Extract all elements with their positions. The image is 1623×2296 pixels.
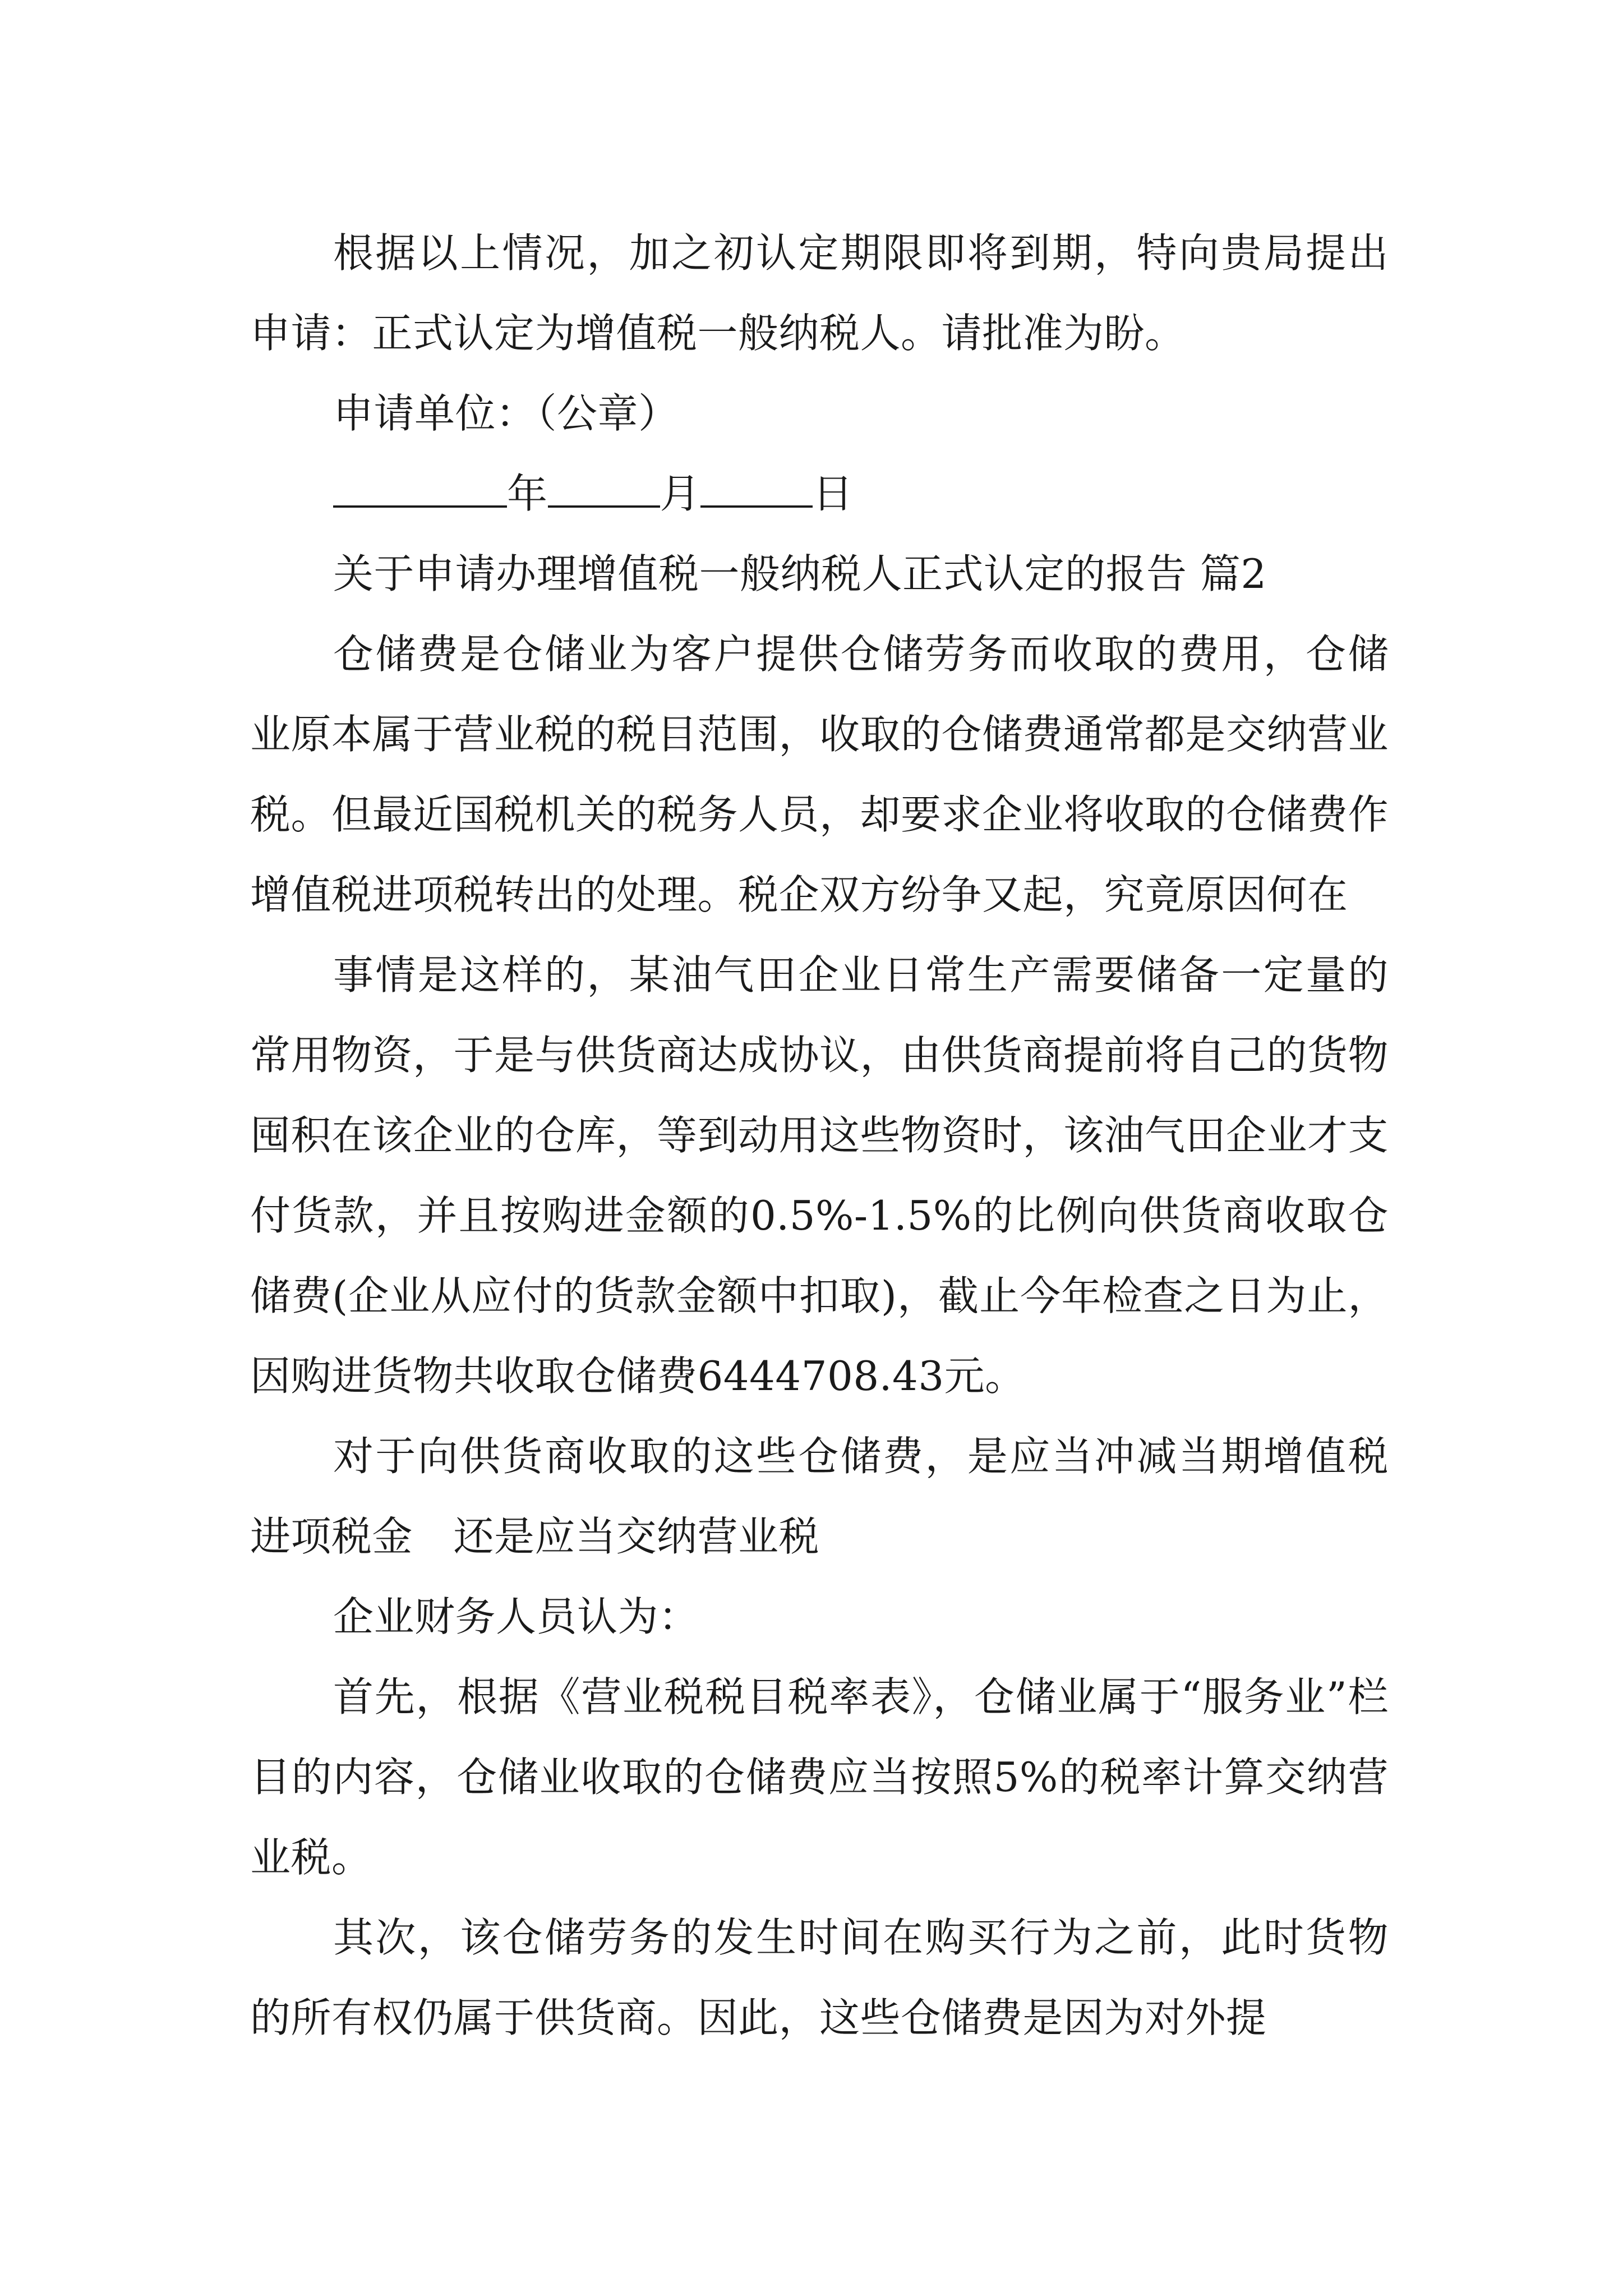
paragraph-storage-fee-intro: 仓储费是仓储业为客户提供仓储劳务而收取的费用，仓储业原本属于营业税的税目范围，收取的仓储费通常都是交纳营业税。但最近国税机关的税务人员，却要求企业将收取的仓储费作增值税进项税转出的处理。税企双方纷争又起，究竟原因何在	[250, 631, 1389, 918]
month-blank	[548, 467, 660, 508]
paragraph-applicant-seal: 申请单位：（公章）	[333, 390, 679, 437]
day-label: 日	[813, 470, 854, 517]
paragraph-question: 对于向供货商收取的这些仓储费，是应当冲减当期增值税进项税金 还是应当交纳营业税	[250, 1433, 1389, 1560]
document-content	[250, 213, 1389, 2058]
paragraph-second-point: 其次，该仓储劳务的发生时间在购买行为之前，此时货物的所有权仍属于供货商。因此，这些仓储费是因为对外提	[250, 1914, 1389, 2041]
date-line	[250, 454, 1389, 534]
paragraph-case-description: 事情是这样的，某油气田企业日常生产需要储备一定量的常用物资，于是与供货商达成协议，由供货商提前将自己的货物囤积在该企业的仓库，等到动用这些物资时，该油气田企业才支付货款，并且按购进金额的0.5%-1.5%的比例向供货商收取仓储费(企业从应付的货款金额中扣取)，截止今年检查之日为止，因购进货物共收取仓储费6444708.43元。	[250, 951, 1389, 1400]
year-blank	[333, 467, 507, 508]
day-blank	[700, 467, 813, 508]
paragraph-application-request: 根据以上情况，加之初认定期限即将到期，特向贵局提出申请：正式认定为增值税一般纳税人。请批准为盼。	[250, 229, 1389, 357]
paragraph-first-point: 首先，根据《营业税税目税率表》，仓储业属于“服务业”栏目的内容，仓储业收取的仓储费应当按照5%的税率计算交纳营业税。	[250, 1673, 1389, 1881]
section-title: 关于申请办理增值税一般纳税人正式认定的报告 篇2	[333, 550, 1267, 597]
paragraph-finance-view: 企业财务人员认为：	[333, 1593, 699, 1640]
year-label: 年	[507, 470, 548, 517]
month-label: 月	[660, 470, 701, 517]
